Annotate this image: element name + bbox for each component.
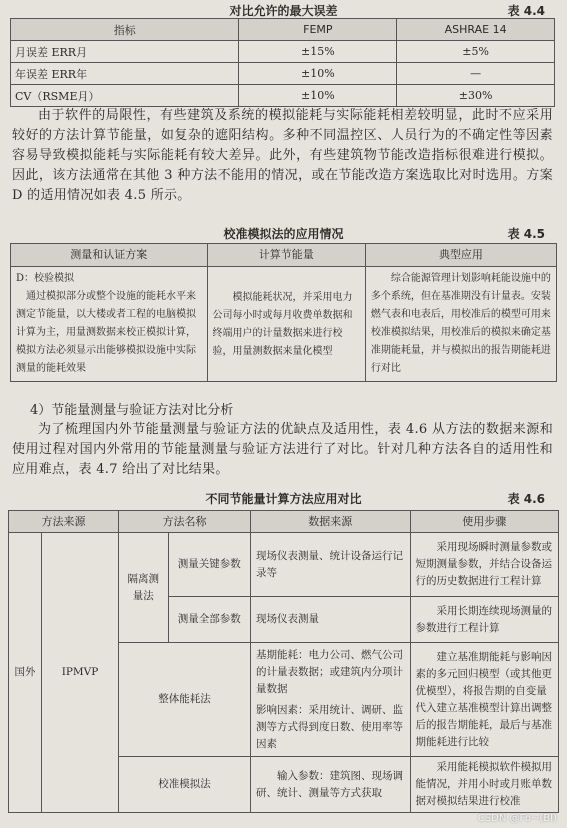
table-header: 数据来源	[251, 511, 411, 533]
region-cell: 国外	[9, 533, 42, 813]
table-4-4-caption: 对比允许的最大误差	[229, 4, 338, 18]
calculation-cell: 模拟能耗状况，并采用电力公司每小时或每月收费单数据和终端用户的计量数据来进行校验，用量测数据来量化模型	[207, 267, 365, 382]
femp-cell: ±15%	[239, 41, 397, 63]
ashrae-cell: —	[397, 63, 555, 85]
table-4-5-caption: 校准模拟法的应用情况	[223, 227, 344, 241]
metric-cell: 月误差 ERR月	[11, 41, 239, 63]
scheme-cell	[11, 267, 208, 382]
table-4-5	[10, 243, 557, 382]
calibrated-simulation-cell: 校准模拟法	[119, 757, 251, 813]
scheme-description: 通过模拟部分或整个设施的能耗水平来测定节能量，以大楼或者工程的电脑模拟计算为主，用量测数据来校正模拟计算，模拟方法必须显示出能够模拟设施中实际测量的能耗效果	[16, 291, 196, 374]
data-source-cell: 输入参数：建筑图、现场调研、统计、测量等方式获取	[251, 757, 411, 813]
framework-cell: IPMVP	[42, 533, 119, 813]
femp-cell: ±10%	[239, 63, 397, 85]
table-header: 使用步骤	[410, 511, 559, 533]
femp-cell: ±10%	[239, 85, 397, 107]
table-header: ASHRAE 14	[397, 19, 555, 41]
steps-cell: 采用能耗模拟软件模拟用能情况，并用小时或月账单数据对模拟结果进行校准	[410, 757, 559, 813]
isolation-method-cell: 隔离测量法	[119, 533, 169, 643]
table-header: FEMP	[239, 19, 397, 41]
all-parameter-cell: 测量全部参数	[168, 597, 251, 643]
data-source-cell	[251, 643, 411, 757]
application-cell: 综合能源管理计划影响耗能设施中的多个系统，但在基准期没有计量表。安装燃气表和电表后，用校准后的模型可用来校准模拟结果，用校准后的模拟来确定基准期能耗量，并与模拟出的报告期能耗进行对比	[365, 267, 556, 382]
table-4-4-caption-row	[0, 2, 567, 18]
ashrae-cell: ±30%	[397, 85, 555, 107]
scheme-title: D：校验模拟	[16, 273, 75, 284]
data-source-cell: 现场仪表测量、统计设备运行记录等	[251, 533, 411, 597]
table-header: 方法名称	[119, 511, 251, 533]
whole-facility-cell: 整体能耗法	[119, 643, 251, 757]
table-header: 测量和认证方案	[11, 244, 208, 267]
table-row	[11, 41, 555, 63]
ashrae-cell: ±5%	[397, 41, 555, 63]
table-4-4-number: 表 4.4	[507, 4, 545, 18]
table-header: 指标	[11, 19, 239, 41]
key-parameter-cell: 测量关键参数	[168, 533, 251, 597]
baseline-source: 基期能耗：电力公司、燃气公司的计量表数据；或建筑内分项计量数据	[256, 648, 403, 695]
metric-cell: 年误差 ERR年	[11, 63, 239, 85]
table-4-6	[8, 510, 559, 813]
table-header: 典型应用	[365, 244, 556, 267]
steps-cell: 采用长期连续现场测量的参数进行工程计算	[410, 597, 559, 643]
steps-cell: 采用现场瞬时测量参数或短期测量参数，并结合设备运行的历史数据进行工程计算	[410, 533, 559, 597]
table-row	[11, 267, 557, 382]
section-heading: 4）节能量测量与验证方法对比分析	[30, 403, 234, 418]
table-row	[11, 63, 555, 85]
factor-source: 影响因素：采用统计、调研、监测等方式得到度日数、使用率等因素	[256, 703, 403, 750]
watermark: CSDN @Fo~(BI)	[477, 813, 557, 824]
table-4-6-caption-row	[0, 490, 567, 506]
table-4-5-caption-row	[0, 225, 567, 241]
data-source-cell: 现场仪表测量	[251, 597, 411, 643]
table-4-6-number: 表 4.6	[507, 492, 545, 506]
body-paragraph-2: 为了梳理国内外节能量测量与验证方法的优缺点及适用性，表 4.6 从方法的数据来源和使用过程对国内外常用的节能量测量与验证方法进行了对比。针对几种方法各自的适用性和应用难点，表 4.7 给出了对比结果。	[12, 422, 553, 477]
table-row	[9, 533, 559, 597]
table-4-6-caption: 不同节能量计算方法应用对比	[205, 492, 362, 506]
table-4-4	[10, 18, 555, 107]
metric-cell: CV（RSME月）	[11, 85, 239, 107]
table-4-5-number: 表 4.5	[507, 227, 545, 241]
steps-cell: 建立基准期能耗与影响因素的多元回归模型（或其他更优模型），将报告期的自变量代入建立基准模型计算出调整后的报告期能耗，最后与基准期能耗进行比较	[410, 643, 559, 757]
table-header: 计算节能量	[207, 244, 365, 267]
table-header: 方法来源	[9, 511, 119, 533]
body-paragraph-1: 由于软件的局限性，有些建筑及系统的模拟能耗与实际能耗相差较明显，此时不应采用较好的方法计算节能量，如复杂的遮阳结构。多种不同温控区、人员行为的不确定性等因素容易导致模拟能耗与实际能耗有较大差异。此外，有些建筑物节能改造指标很难进行模拟。因此，该方法通常在其他 3 种方法不能用的情况，或在节能改造方案选取比对时选用。方案 D 的适用情况如表 4.5 所示。	[12, 108, 553, 203]
table-row	[11, 85, 555, 107]
